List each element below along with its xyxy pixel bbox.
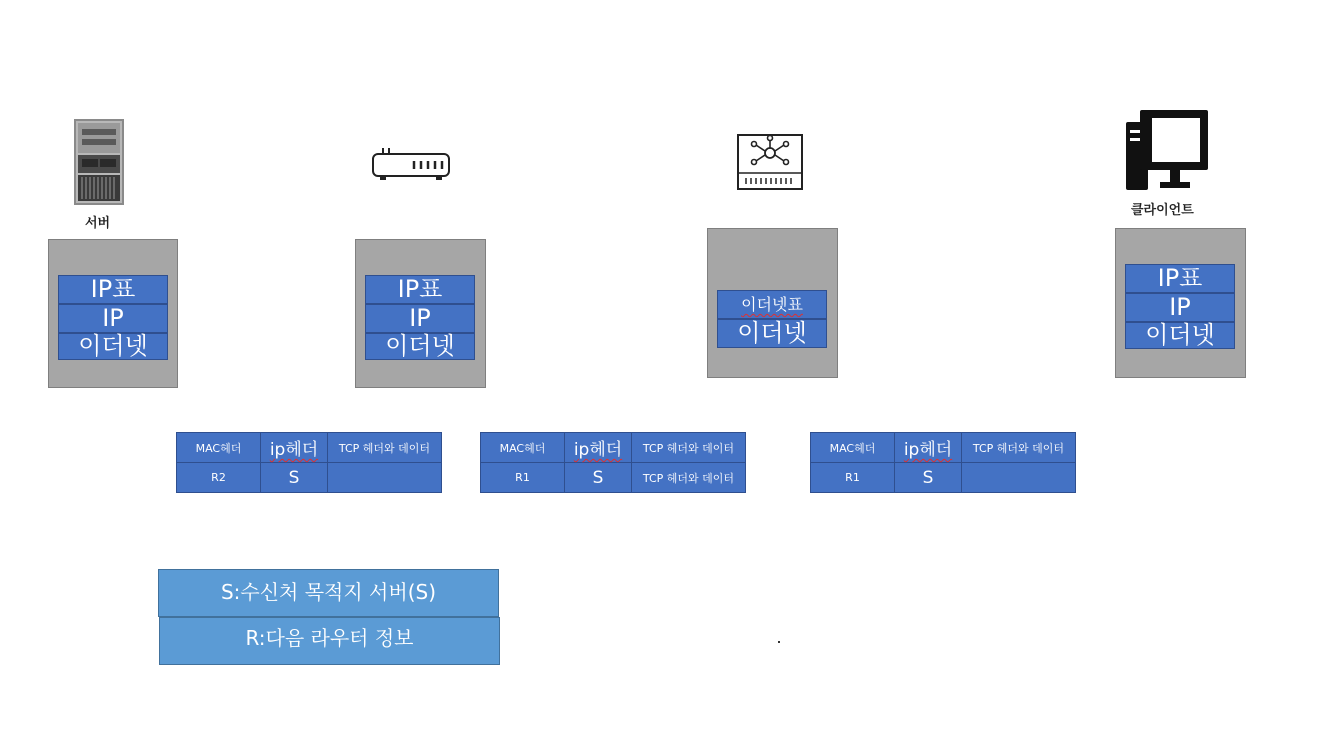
mac-value-cell: R2 [177, 463, 261, 493]
ip-header-cell [261, 433, 328, 463]
router-layer-ip-table: IP표 [365, 275, 475, 304]
switch-layer-ethernet-table-text: 이더넷표 [741, 295, 803, 314]
mac-header-cell: MAC헤더 [481, 433, 565, 463]
packet-switch-client [810, 432, 1076, 493]
switch-icon [736, 133, 804, 191]
switch-layer-ethernet-table [717, 290, 827, 319]
packet-header-row [811, 433, 1076, 463]
mac-value-cell: R1 [811, 463, 895, 493]
ip-header-text: ip헤더 [269, 440, 319, 460]
switch-protocol-stack [707, 228, 838, 378]
switch-layer-ethernet: 이더넷 [717, 319, 827, 348]
packet-server-router [176, 432, 442, 493]
client-layer-ip: IP [1125, 293, 1235, 322]
ip-header-text: ip헤더 [573, 440, 623, 460]
tcp-value-cell: TCP 헤더와 데이터 [632, 463, 746, 493]
client-layer-ethernet: 이더넷 [1125, 322, 1235, 349]
router-protocol-stack [355, 239, 486, 388]
client-computer-icon [1124, 108, 1212, 194]
packet-router-switch [480, 432, 746, 493]
ip-value-cell: S [565, 463, 632, 493]
packet-header-row [177, 433, 442, 463]
legend-r-next-router: R:다음 라우터 정보 [159, 617, 500, 665]
ip-value-cell: S [261, 463, 328, 493]
tcp-data-cell: TCP 헤더와 데이터 [328, 433, 442, 463]
packet-value-row [481, 463, 746, 493]
mac-header-cell: MAC헤더 [811, 433, 895, 463]
ip-header-cell [565, 433, 632, 463]
ip-value-cell: S [895, 463, 962, 493]
server-layer-ip-table: IP표 [58, 275, 168, 304]
server-label: 서버 [85, 216, 111, 231]
legend-s-destination: S:수신처 목적지 서버(S) [158, 569, 499, 617]
mac-header-cell: MAC헤더 [177, 433, 261, 463]
router-layer-ethernet: 이더넷 [365, 333, 475, 360]
server-icon [66, 117, 134, 207]
ip-header-text: ip헤더 [903, 440, 953, 460]
packet-header-row [481, 433, 746, 463]
packet-value-row [811, 463, 1076, 493]
client-protocol-stack [1115, 228, 1246, 378]
tcp-value-cell [328, 463, 442, 493]
packet-value-row [177, 463, 442, 493]
router-icon [370, 145, 452, 181]
stray-dot [778, 641, 780, 643]
mac-value-cell: R1 [481, 463, 565, 493]
tcp-data-cell: TCP 헤더와 데이터 [632, 433, 746, 463]
tcp-value-cell [962, 463, 1076, 493]
client-layer-ip-table: IP표 [1125, 264, 1235, 293]
tcp-data-cell: TCP 헤더와 데이터 [962, 433, 1076, 463]
ip-header-cell [895, 433, 962, 463]
server-protocol-stack [48, 239, 178, 388]
server-layer-ip: IP [58, 304, 168, 333]
router-layer-ip: IP [365, 304, 475, 333]
client-label: 클라이언트 [1131, 203, 1194, 218]
server-layer-ethernet: 이더넷 [58, 333, 168, 360]
